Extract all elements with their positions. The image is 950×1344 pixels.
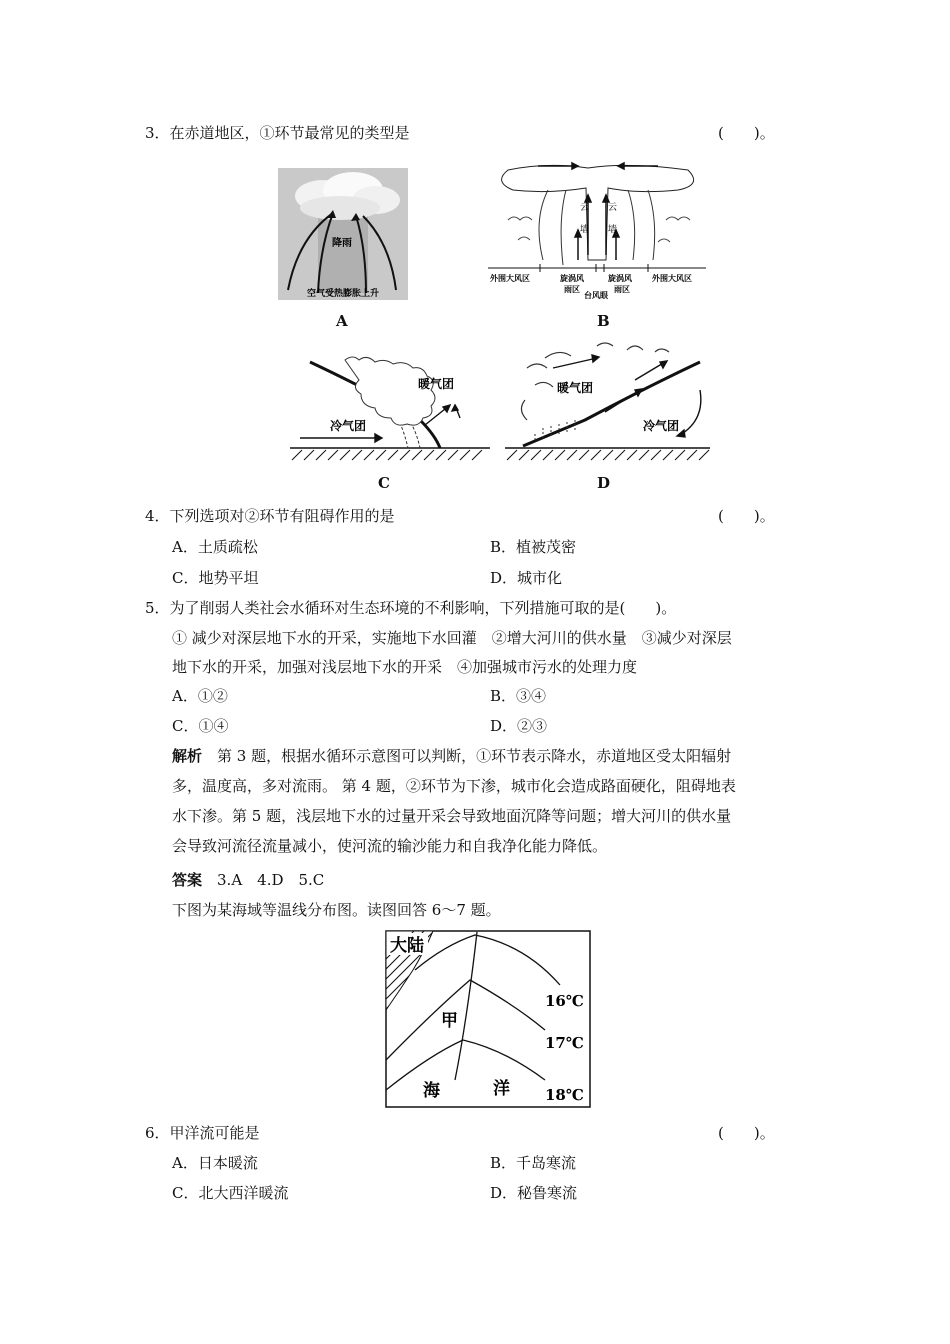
q6-option-a[interactable]: A．日本暖流 bbox=[172, 1154, 258, 1172]
figure-d-warm-front bbox=[505, 340, 710, 465]
current-jia-label: 甲 bbox=[441, 1011, 458, 1031]
rain-dots bbox=[318, 213, 368, 293]
question-3-answer-blank: ( )。 bbox=[718, 124, 775, 142]
figure-b-typhoon bbox=[488, 160, 706, 300]
zone-vortex-left: 旋涡风 bbox=[560, 273, 584, 283]
analysis-title: 解析 bbox=[172, 747, 203, 765]
figure-c-label: C bbox=[378, 474, 390, 492]
zone-rain-left: 雨区 bbox=[564, 284, 580, 294]
figure-a-convection bbox=[278, 168, 408, 303]
rain-label: 降雨 bbox=[332, 238, 352, 249]
q6-option-d[interactable]: D．秘鲁寒流 bbox=[490, 1184, 578, 1202]
cold-air-mass-c: 冷气团 bbox=[330, 419, 367, 433]
isotherm-16: 16℃ bbox=[545, 992, 584, 1010]
analysis-line-1: 解析 第 3 题，根据水循环示意图可以判断，①环节表示降水，赤道地区受太阳辐射 bbox=[172, 747, 732, 765]
isotherm-map bbox=[385, 930, 591, 1110]
figure-d-label: D bbox=[597, 474, 611, 492]
isotherm-18: 18℃ bbox=[545, 1086, 584, 1104]
isotherm-17: 17℃ bbox=[545, 1034, 584, 1052]
q5-option-c[interactable]: C．①④ bbox=[172, 717, 229, 735]
answer-line: 答案 3.A 4.D 5.C bbox=[172, 871, 325, 889]
analysis-line-3: 水下渗。第 5 题，浅层地下水的过量开采会导致地面沉降等问题；增大河川的供水量 bbox=[172, 807, 732, 825]
figure-b-label: B bbox=[597, 312, 610, 330]
zone-vortex-right: 旋涡风 bbox=[608, 273, 632, 283]
question-3: 3．在赤道地区，①环节最常见的类型是 bbox=[145, 124, 410, 142]
figure-a-label: A bbox=[336, 312, 348, 330]
warm-air-mass-c: 暖气团 bbox=[418, 377, 455, 391]
q4-option-c[interactable]: C．地势平坦 bbox=[172, 569, 259, 587]
q4-option-b[interactable]: B．植被茂密 bbox=[490, 538, 577, 556]
figure-c-cold-front bbox=[290, 350, 490, 465]
question-6-answer-blank: ( )。 bbox=[718, 1124, 775, 1142]
question-5: 5．为了削弱人类社会水循环对生态环境的不利影响，下列措施可取的是( )。 bbox=[145, 599, 677, 617]
land-label: 大陆 bbox=[390, 936, 424, 956]
warm-air-mass-d: 暖气团 bbox=[557, 381, 594, 395]
analysis-line-2: 多，温度高，多对流雨。 第 4 题，②环节为下渗，城市化会造成路面硬化，阻碍地表 bbox=[172, 777, 736, 795]
q5-statement-line-1: ① 减少对深层地下水的开采，实施地下水回灌 ②增大河川的供水量 ③减少对深层 bbox=[172, 629, 732, 647]
analysis-line-4: 会导致河流径流量减小，使河流的输沙能力和自我净化能力降低。 bbox=[172, 837, 608, 855]
cloud-wall-right-1: 云 bbox=[608, 203, 618, 213]
q6-option-b[interactable]: B．千岛寒流 bbox=[490, 1154, 577, 1172]
intro-q6-7: 下图为某海域等温线分布图。读图回答 6～7 题。 bbox=[172, 901, 501, 919]
answer-title: 答案 bbox=[172, 871, 203, 889]
zone-rain-right: 雨区 bbox=[614, 284, 630, 294]
cloud-wall-right-2: 墙 bbox=[608, 225, 618, 235]
q5-statement-line-2: 地下水的开采，加强对浅层地下水的开采 ④加强城市污水的处理力度 bbox=[172, 658, 638, 676]
zone-eye: 台风眼 bbox=[584, 290, 608, 300]
question-6: 6．甲洋流可能是 bbox=[145, 1124, 260, 1142]
ocean-label-2: 洋 bbox=[493, 1079, 510, 1099]
q4-option-a[interactable]: A．土质疏松 bbox=[172, 538, 258, 556]
q5-option-d[interactable]: D．②③ bbox=[490, 717, 548, 735]
zone-outer-left: 外围大风区 bbox=[490, 273, 530, 283]
q5-option-b[interactable]: B．③④ bbox=[490, 687, 547, 705]
zone-outer-right: 外围大风区 bbox=[652, 273, 692, 283]
cold-air-mass-d: 冷气团 bbox=[643, 419, 680, 433]
q4-option-d[interactable]: D．城市化 bbox=[490, 569, 563, 587]
cloud-wall-left-1: 云 bbox=[580, 203, 590, 213]
cloud-wall-left-2: 墙 bbox=[580, 225, 590, 235]
q5-option-a[interactable]: A．①② bbox=[172, 687, 228, 705]
question-4-answer-blank: ( )。 bbox=[718, 507, 775, 525]
ocean-label-1: 海 bbox=[423, 1081, 440, 1101]
air-rising-caption: 空气受热膨胀上升 bbox=[306, 289, 380, 299]
question-4: 4．下列选项对②环节有阻碍作用的是 bbox=[145, 507, 395, 525]
q6-option-c[interactable]: C．北大西洋暖流 bbox=[172, 1184, 289, 1202]
